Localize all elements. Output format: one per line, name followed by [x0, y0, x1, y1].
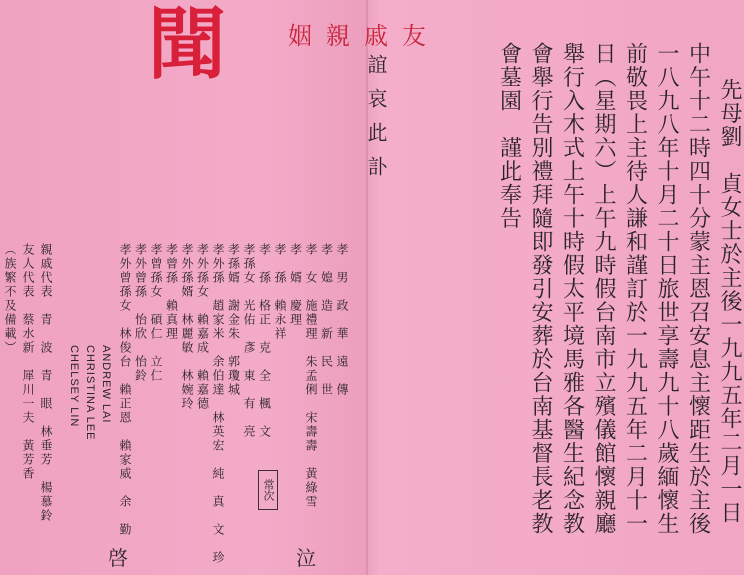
family-entry: [228, 243, 240, 397]
family-entry: [274, 243, 286, 341]
family-names: 趙家米 余伯達 林英宏 純 真 文 珍: [211, 285, 225, 565]
representative-role: 親戚代表: [39, 243, 53, 299]
family-entry: [135, 243, 147, 383]
notice-column: 一八九八年十月二十日旅世享壽九十八歲緬懷生: [654, 42, 679, 536]
family-entry: [336, 243, 348, 397]
mourning-char: 哀: [364, 88, 388, 122]
family-entry: [321, 243, 333, 397]
family-names: 格正 克 全 楓 文: [257, 285, 272, 439]
mourning-char: 訃: [364, 156, 388, 190]
representative-entry: [22, 243, 34, 481]
family-role: 孝曾孫女: [149, 243, 163, 299]
family-names: 造 新 民 世: [319, 285, 334, 397]
family-entry: [305, 243, 317, 509]
family-role: 孝曾孫: [164, 243, 179, 285]
family-names: 林麗敏 林婉玲: [180, 299, 194, 411]
notice-column: 會舉行告別禮拜隨即發引安葬於台南基督長老教: [528, 42, 553, 536]
family-names: 政 華 遠 傳: [335, 285, 349, 397]
notice-column: 日（星期六）上午九時假台南市立殯儀館懷親廳: [591, 42, 616, 536]
notice-column: 會墓園 謹此奉告: [496, 42, 522, 230]
closing-left: 啓: [108, 546, 128, 570]
family-names: 賴嘉成 賴嘉德: [195, 299, 210, 425]
family-entry: [150, 243, 162, 397]
notice-column: 舉行入木式上午十時假太平境馬雅各醫生紀念教: [559, 42, 585, 536]
family-entry: [181, 243, 193, 411]
mourning-phrase: [366, 54, 386, 190]
family-entry: [119, 243, 131, 537]
family-role: 孝外孫婿: [180, 243, 194, 299]
family-role: 孝 媳: [319, 243, 334, 285]
family-names: 林俊台 賴正恩 賴家威 余 勤: [118, 313, 132, 537]
family-entry: [197, 243, 209, 425]
omission-note: （族繁不及備載）: [3, 243, 17, 355]
family-role: 孝孫婿: [226, 243, 241, 285]
family-names: 賴真理: [164, 285, 179, 355]
family-names: 賴永祥: [273, 285, 287, 341]
family-role: 孝孫女: [242, 243, 256, 285]
representative-names: 蔡水新 犀川一夫 黃芳香: [21, 299, 35, 481]
family-role: 孝 孫: [273, 243, 287, 285]
header-relatives-friends: 姻親戚友: [288, 22, 440, 50]
notice-column: 先母劉 貞女士於主後一九九五年二月一日: [717, 78, 742, 525]
latin-name: ANDREW LAI: [100, 345, 112, 424]
family-entry: [212, 243, 224, 565]
family-role: 孝 女: [304, 243, 318, 285]
representative-role: 友人代表: [21, 243, 35, 299]
family-role: 孝 男: [335, 243, 349, 285]
family-names: 碩仁 立仁: [149, 299, 163, 397]
family-role: 孝外曾孫: [133, 243, 148, 299]
family-names: 謝金朱 郭瓊城: [226, 285, 241, 397]
family-names: 光佑 彥 東 有 亮: [242, 285, 256, 439]
closing-right: 泣: [296, 546, 316, 570]
latin-name: CHELSEY LIN: [68, 345, 80, 428]
family-role: 孝外孫: [211, 243, 225, 285]
family-names: 慶理: [288, 285, 303, 341]
representative-names: 青 波 青 眼 林垂芳 楊慕鈴: [39, 299, 53, 523]
family-names: 怡欣 怡鈴: [133, 299, 148, 383]
family-role: 孝外孫女: [195, 243, 210, 299]
family-entry: [259, 243, 271, 439]
family-names: 施禮理 朱孟俐 宋壽壽 黃綠雪: [304, 285, 318, 509]
family-entry: [243, 243, 255, 439]
family-entry: [290, 243, 302, 341]
family-role: 孝 婿: [288, 243, 303, 285]
family-role: 孝外曾孫女: [118, 243, 132, 313]
seal-character: 聞: [147, 0, 226, 90]
latin-name: CHRISTINA LEE: [84, 345, 96, 441]
stamp: 常次: [258, 470, 278, 510]
notice-column: 中午十二時四十分蒙主恩召安息主懷距生於主後: [685, 42, 711, 536]
mourning-char: 誼: [364, 54, 388, 88]
notice-column: 前敬畏上主待人謙和謹訂於一九九五年二月十一: [622, 42, 648, 536]
representative-entry: [40, 243, 52, 523]
mourning-char: 此: [364, 122, 388, 156]
family-role: 孝 孫: [257, 243, 272, 285]
family-entry: [166, 243, 178, 355]
